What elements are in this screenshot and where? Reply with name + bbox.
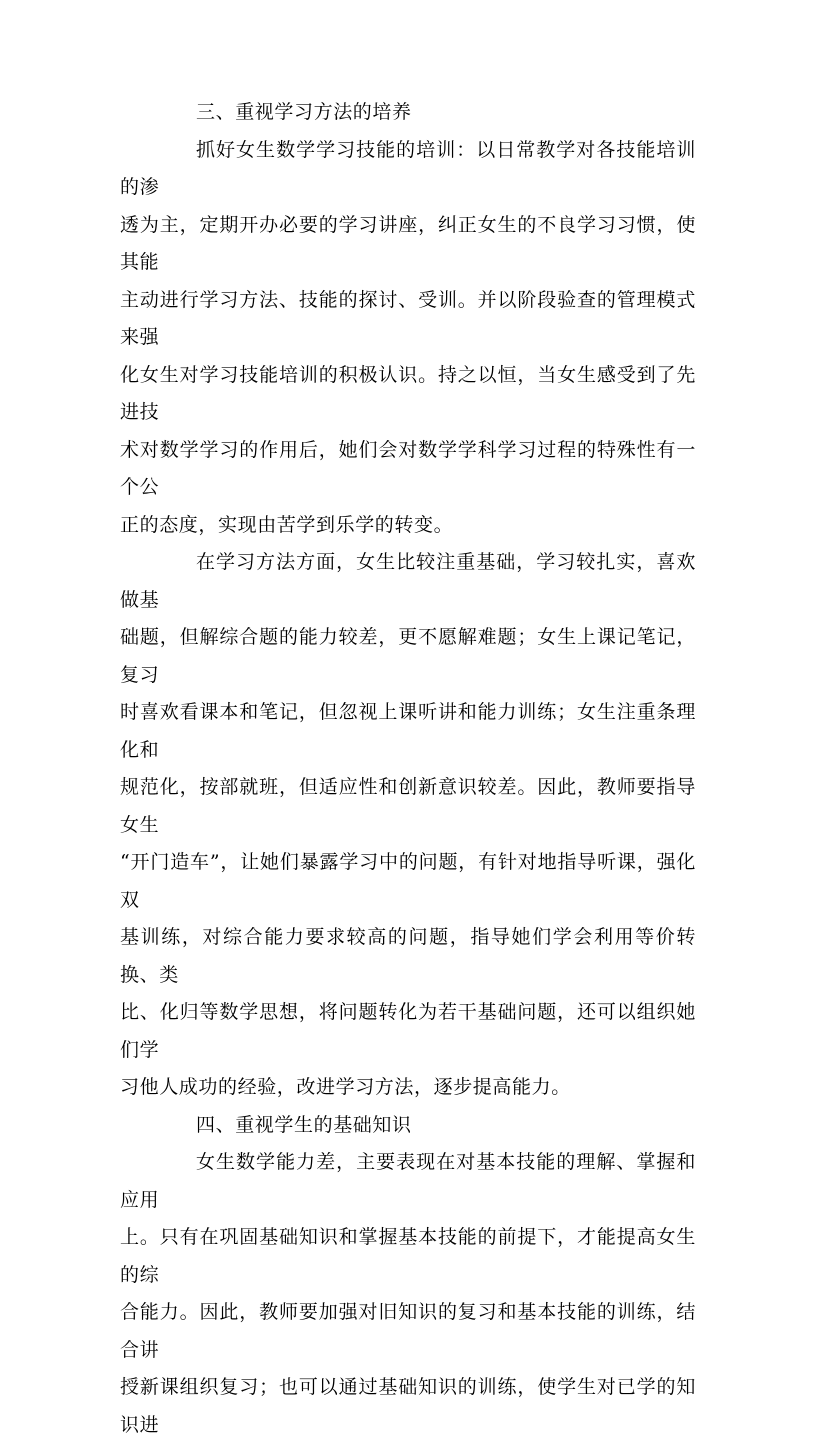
document-page — [120, 94, 696, 1444]
paragraph-basic-knowledge — [120, 1144, 696, 1444]
paragraph-line: 合能力。因此，教师要加强对旧知识的复习和基本技能的训练，结合讲 — [120, 1301, 696, 1361]
paragraph-line: 抓好女生数学学习技能的培训：以日常教学对各技能培训的渗 — [120, 138, 696, 198]
paragraph-line: 上。只有在巩固基础知识和掌握基本技能的前提下，才能提高女生的综 — [120, 1226, 696, 1286]
paragraph-line: 比、化归等数学思想，将问题转化为若干基础问题，还可以组织她们学 — [120, 1001, 696, 1061]
paragraph-line: “开门造车”，让她们暴露学习中的问题，有针对地指导听课，强化双 — [120, 851, 696, 911]
paragraph-line: 正的态度，实现由苦学到乐学的转变。 — [120, 513, 454, 536]
paragraph-line: 习他人成功的经验，改进学习方法，逐步提高能力。 — [120, 1076, 571, 1098]
paragraph-line: 在学习方法方面，女生比较注重基础，学习较扎实，喜欢做基 — [120, 551, 696, 611]
section-heading-3: 三、重视学习方法的培养 — [196, 101, 412, 123]
paragraph-line: 术对数学学习的作用后，她们会对数学学科学习过程的特殊性有一个公 — [120, 438, 696, 498]
paragraph-line: 透为主，定期开办必要的学习讲座，纠正女生的不良学习习惯，使其能 — [120, 213, 696, 273]
paragraph-line: 础题，但解综合题的能力较差，更不愿解难题；女生上课记笔记，复习 — [120, 626, 696, 686]
paragraph-skills-training — [120, 132, 696, 545]
paragraph-line: 时喜欢看课本和笔记，但忽视上课听讲和能力训练；女生注重条理化和 — [120, 701, 696, 761]
paragraph-line: 女生数学能力差，主要表现在对基本技能的理解、掌握和应用 — [120, 1151, 696, 1211]
paragraph-line: 授新课组织复习；也可以通过基础知识的训练，使学生对已学的知识进 — [120, 1376, 696, 1436]
section-heading-4: 四、重视学生的基础知识 — [196, 1113, 412, 1136]
paragraph-line: 规范化，按部就班，但适应性和创新意识较差。因此，教师要指导女生 — [120, 776, 696, 836]
paragraph-line: 主动进行学习方法、技能的探讨、受训。并以阶段验查的管理模式来强 — [120, 288, 696, 348]
paragraph-line: 化女生对学习技能培训的积极认识。持之以恒，当女生感受到了先进技 — [120, 363, 696, 423]
paragraph-learning-methods — [120, 544, 696, 1107]
paragraph-line: 基训练，对综合能力要求较高的问题，指导她们学会利用等价转换、类 — [120, 926, 696, 986]
